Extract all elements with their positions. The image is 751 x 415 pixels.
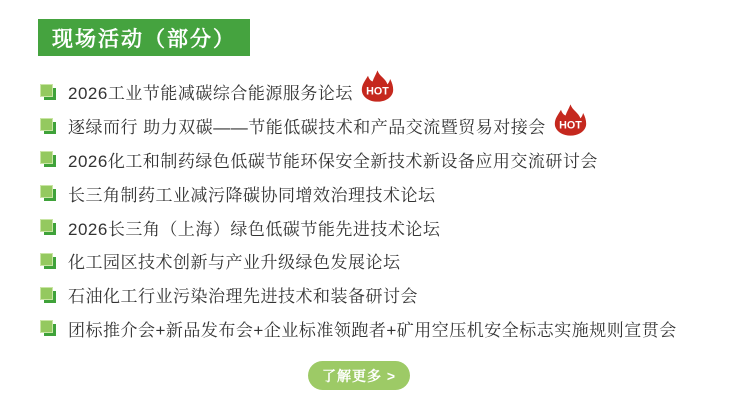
activity-label: 石油化工行业污染治理先进技术和装备研讨会 bbox=[68, 287, 418, 307]
activity-label: 2026长三角（上海）绿色低碳节能先进技术论坛 bbox=[68, 219, 441, 239]
green-square-bullet-icon bbox=[40, 118, 56, 134]
green-square-bullet-icon bbox=[40, 219, 56, 235]
hot-label: HOT bbox=[558, 118, 582, 131]
list-item bbox=[40, 312, 677, 346]
hot-label: HOT bbox=[366, 85, 389, 98]
list-item bbox=[40, 210, 677, 244]
list-item bbox=[40, 278, 677, 312]
activity-label: 逐绿而行 助力双碳——节能低碳技术和产品交流暨贸易对接会 bbox=[68, 118, 546, 138]
list-item bbox=[40, 244, 677, 278]
section-title bbox=[38, 19, 250, 56]
green-square-bullet-icon bbox=[40, 151, 56, 167]
list-item bbox=[40, 109, 677, 143]
green-square-bullet-icon bbox=[40, 287, 56, 303]
section-title-text: 现场活动（部分） bbox=[52, 27, 236, 51]
activity-list bbox=[40, 75, 677, 345]
green-square-bullet-icon bbox=[40, 320, 56, 336]
hot-flame-icon bbox=[361, 68, 394, 104]
activity-label: 化工园区技术创新与产业升级绿色发展论坛 bbox=[68, 253, 401, 273]
list-item bbox=[40, 143, 677, 177]
activity-label: 团标推介会+新品发布会+企业标准领跑者+矿用空压机安全标志实施规则宣贯会 bbox=[68, 320, 677, 340]
green-square-bullet-icon bbox=[40, 185, 56, 201]
activity-label: 2026工业节能减碳综合能源服务论坛 bbox=[68, 84, 353, 104]
list-item bbox=[40, 176, 677, 210]
activity-label: 长三角制药工业减污降碳协同增效治理技术论坛 bbox=[68, 185, 436, 205]
hot-flame-icon bbox=[554, 102, 587, 138]
activity-label: 2026化工和制药绿色低碳节能环保安全新技术新设备应用交流研讨会 bbox=[68, 151, 598, 171]
learn-more-button[interactable]: 了解更多 > bbox=[308, 361, 410, 390]
green-square-bullet-icon bbox=[40, 253, 56, 269]
green-square-bullet-icon bbox=[40, 84, 56, 100]
